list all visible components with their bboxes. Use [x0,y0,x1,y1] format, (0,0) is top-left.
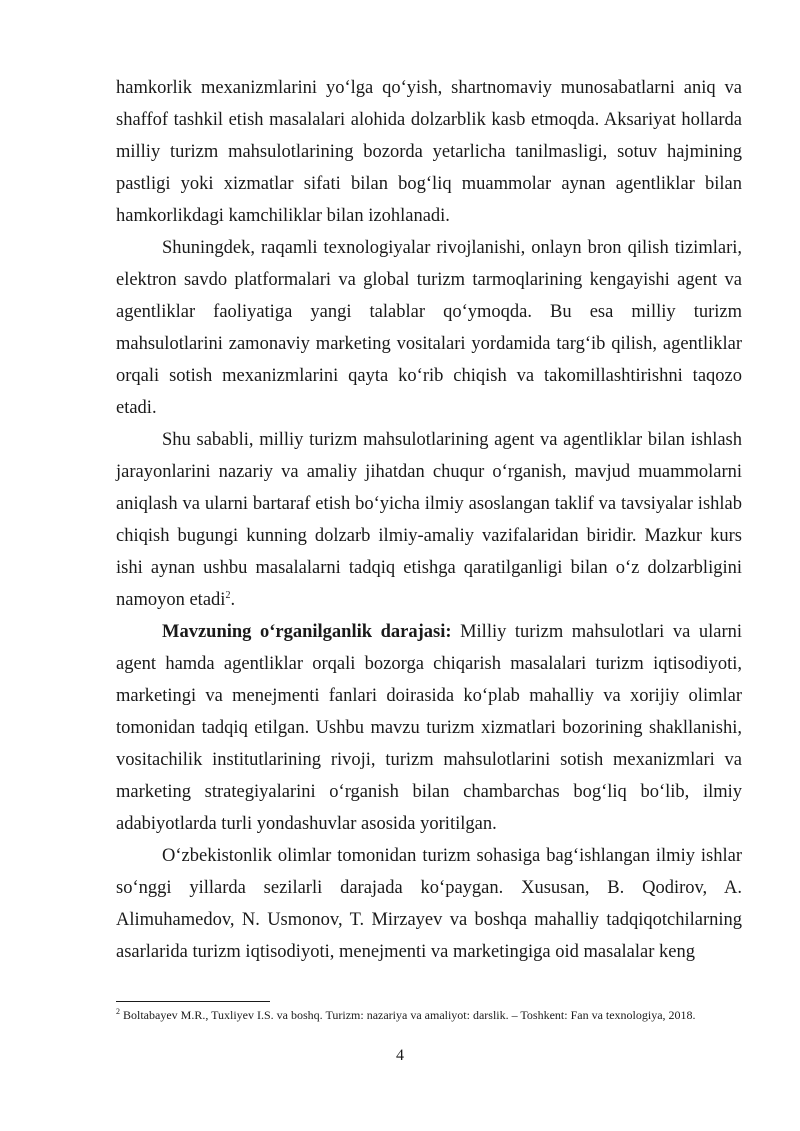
section-heading: Mavzuning o‘rganilganlik darajasi: [162,622,452,642]
paragraph-text: Milliy turizm mahsulotlari va ularni agent hamda agentliklar orqali bozorga chiqarish masalalari turizm iqtisodiyoti, marketingi va menejmenti fanlari doirasida ko‘plab mahalliy va xorijiy olimlar tomonidan tadqiq etilgan. Ushbu mavzu turizm xizmatlari bozorining shakllanishi, vositachilik institutlarining rivoji, turizm mahsulotlarini sotish mexanizmlari va marketing strategiyalarini o‘rganish bilan chambarchas bog‘liq bo‘lib, ilmiy adabiyotlarda turli yondashuvlar asosida yoritilgan. [116,622,743,834]
paragraph-end-punctuation: . [230,590,236,610]
paragraph-text: Shu sababli, milliy turizm mahsulotlarining agent va agentliklar bilan ishlash jarayonlarini nazariy va amaliy jihatdan chuqur o‘rganish, mavjud muammolarni aniqlash va ularni bartaraf etish bo‘yicha ilmiy asoslangan taklif va tavsiyalar ishlab chiqish bugungi kunning dolzarb ilmiy-amaliy vazifalaridan biridir. Mazkur kurs ishi aynan ushbu masalalarni tadqiq etishga qaratilganligi bilan o‘z dolzarbligini namoyon etadi [116,430,742,610]
footnote-text: Boltabayev M.R., Tuxliyev I.S. va boshq. Turizm: nazariya va amaliyot: darslik. – Toshkent: Fan va texnologiya, 2018. [120,1008,696,1022]
footnote [116,1007,742,1023]
paragraph-study-level [116,616,742,840]
paragraph-relevance [116,424,742,616]
paragraph-digital-technologies [116,232,742,424]
footnote-reference[interactable]: 2 [225,589,231,601]
footnote-number: 2 [116,1007,120,1016]
page-number: 4 [396,1047,404,1064]
paragraph-continuation [116,72,742,232]
paragraph-text: Shuningdek, raqamli texnologiyalar rivojlanishi, onlayn bron qilish tizimlari, elektron savdo platformalari va global turizm tarmoqlarining kengayishi agent va agentliklar faoliyatiga yangi talablar qo‘ymoqda. Bu esa milliy turizm mahsulotlarini zamonaviy marketing vositalari yordamida targ‘ib qilish, agentliklar orqali sotish mexanizmlarini qayta ko‘rib chiqish va takomillashtirishni taqozo etadi. [116,238,742,418]
paragraph-uzbek-scholars [116,840,742,968]
footnote-divider [116,1001,270,1002]
paragraph-text: O‘zbekistonlik olimlar tomonidan turizm sohasiga bag‘ishlangan ilmiy ishlar so‘nggi yillarda sezilarli darajada ko‘paygan. Xususan, B. Qodirov, A. Alimuhamedov, N. Usmonov, T. Mirzayev va boshqa mahalliy tadqiqotchilarning asarlarida turizm iqtisodiyoti, menejmenti va marketingiga oid masalalar keng [116,846,742,962]
paragraph-text: hamkorlik mexanizmlarini yo‘lga qo‘yish, shartnomaviy munosabatlarni aniq va shaffof tashkil etish masalalari alohida dolzarblik kasb etmoqda. Aksariyat hollarda milliy turizm mahsulotlarining bozorda yetarlicha tanilmasligi, sotuv hajmining pastligi yoki xizmatlar sifati bilan bog‘liq muammolar aynan agentliklar bilan hamkorlikdagi kamchiliklar bilan izohlanadi. [116,78,742,226]
body-text [116,72,742,968]
